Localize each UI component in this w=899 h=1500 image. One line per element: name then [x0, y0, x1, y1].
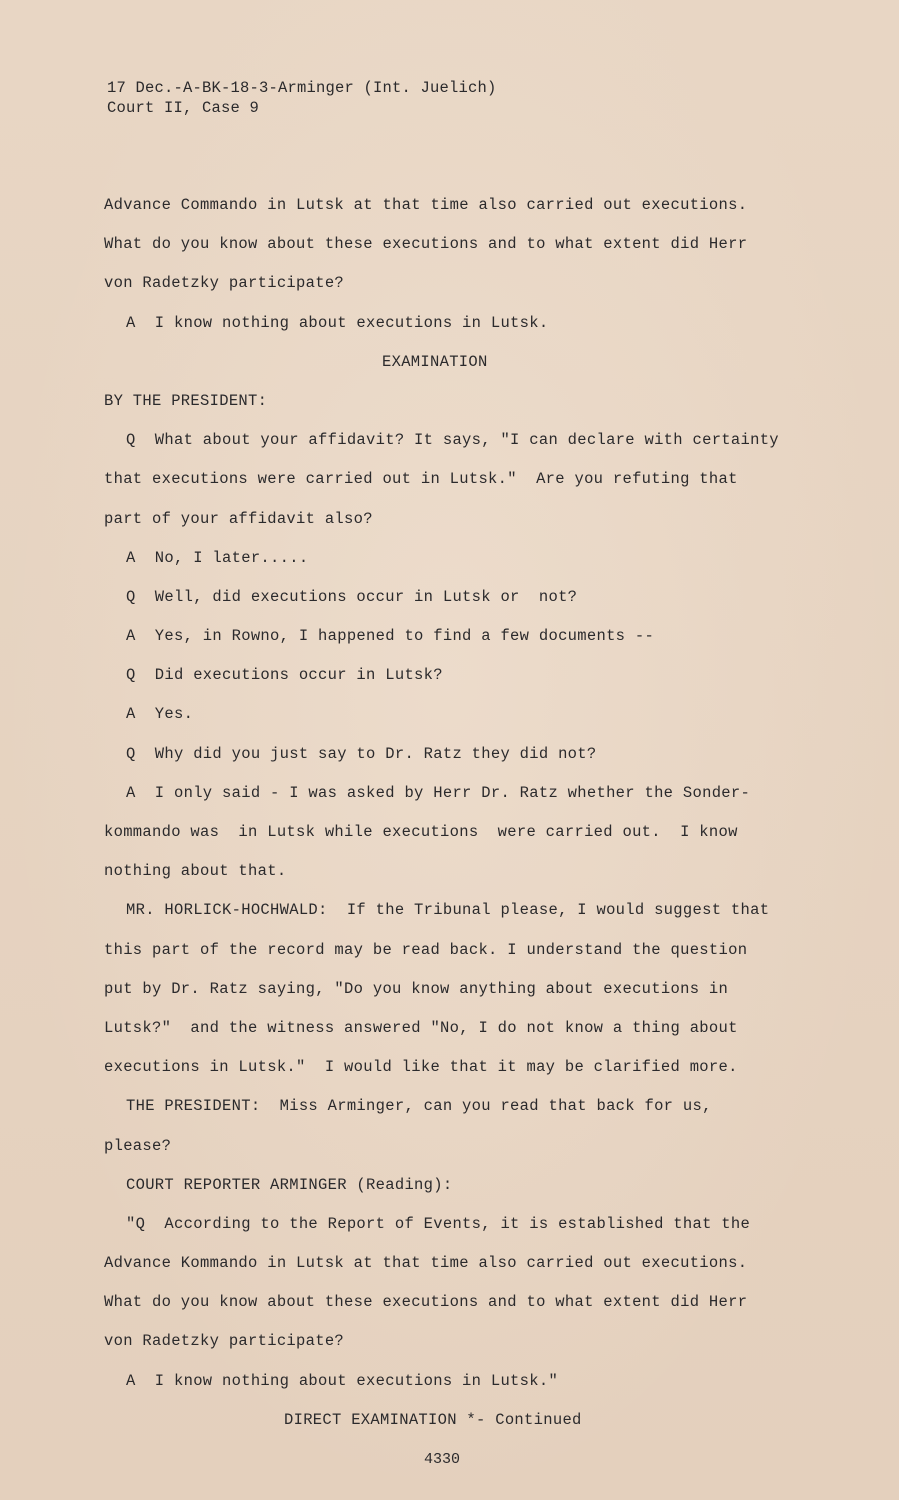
transcript-line: please?	[104, 1136, 172, 1155]
transcript-line: A Yes.	[126, 705, 194, 724]
transcript-line: A I know nothing about executions in Lutsk."	[126, 1371, 559, 1390]
header-reference: 17 Dec.-A-BK-18-3-Arminger (Int. Juelich)	[107, 79, 497, 97]
transcript-line: A Yes, in Rowno, I happened to find a few documents --	[126, 627, 655, 646]
transcript-line: BY THE PRESIDENT:	[104, 391, 268, 410]
transcript-line: What do you know about these executions and to what extent did Herr	[104, 1293, 748, 1312]
transcript-body	[104, 194, 804, 1448]
transcript-line: von Radetzky participate?	[104, 274, 345, 293]
transcript-line: part of your affidavit also?	[104, 509, 373, 528]
transcript-line: COURT REPORTER ARMINGER (Reading):	[126, 1175, 453, 1194]
transcript-line: Advance Kommando in Lutsk at that time also carried out executions.	[104, 1254, 748, 1273]
document-header	[107, 78, 497, 118]
transcript-line: Q Why did you just say to Dr. Ratz they did not?	[126, 744, 597, 763]
transcript-line: that executions were carried out in Lutsk." Are you refuting that	[104, 470, 738, 489]
transcript-line: A I only said - I was asked by Herr Dr. Ratz whether the Sonder-	[126, 783, 751, 802]
header-court-case: Court II, Case 9	[107, 99, 260, 117]
page-number: 4330	[424, 1451, 461, 1468]
transcript-line: THE PRESIDENT: Miss Arminger, can you read that back for us,	[126, 1097, 712, 1116]
transcript-line: MR. HORLICK-HOCHWALD: If the Tribunal please, I would suggest that	[126, 901, 770, 920]
transcript-line: Advance Commando in Lutsk at that time also carried out executions.	[104, 196, 748, 214]
transcript-line: Q Did executions occur in Lutsk?	[126, 666, 443, 685]
transcript-line: Lutsk?" and the witness answered "No, I do not know a thing about	[104, 1018, 738, 1037]
transcript-line: executions in Lutsk." I would like that it may be clarified more.	[104, 1058, 738, 1077]
transcript-line: put by Dr. Ratz saying, "Do you know anything about executions in	[104, 979, 729, 998]
transcript-line: this part of the record may be read back. I understand the question	[104, 940, 748, 959]
transcript-line: Q Well, did executions occur in Lutsk or not?	[126, 587, 578, 606]
transcript-line: nothing about that.	[104, 862, 287, 881]
transcript-line: What do you know about these executions and to what extent did Herr	[104, 235, 748, 254]
transcript-line: A I know nothing about executions in Lutsk.	[126, 313, 549, 332]
transcript-line: A No, I later.....	[126, 548, 309, 567]
transcript-line: "Q According to the Report of Events, it is established that the	[126, 1214, 751, 1233]
transcript-line: von Radetzky participate?	[104, 1332, 345, 1351]
section-heading: EXAMINATION	[382, 352, 488, 371]
transcript-line: kommando was in Lutsk while executions were carried out. I know	[104, 823, 738, 841]
section-heading: DIRECT EXAMINATION *- Continued	[284, 1410, 582, 1429]
transcript-line: Q What about your affidavit? It says, "I can declare with certainty	[126, 431, 779, 450]
